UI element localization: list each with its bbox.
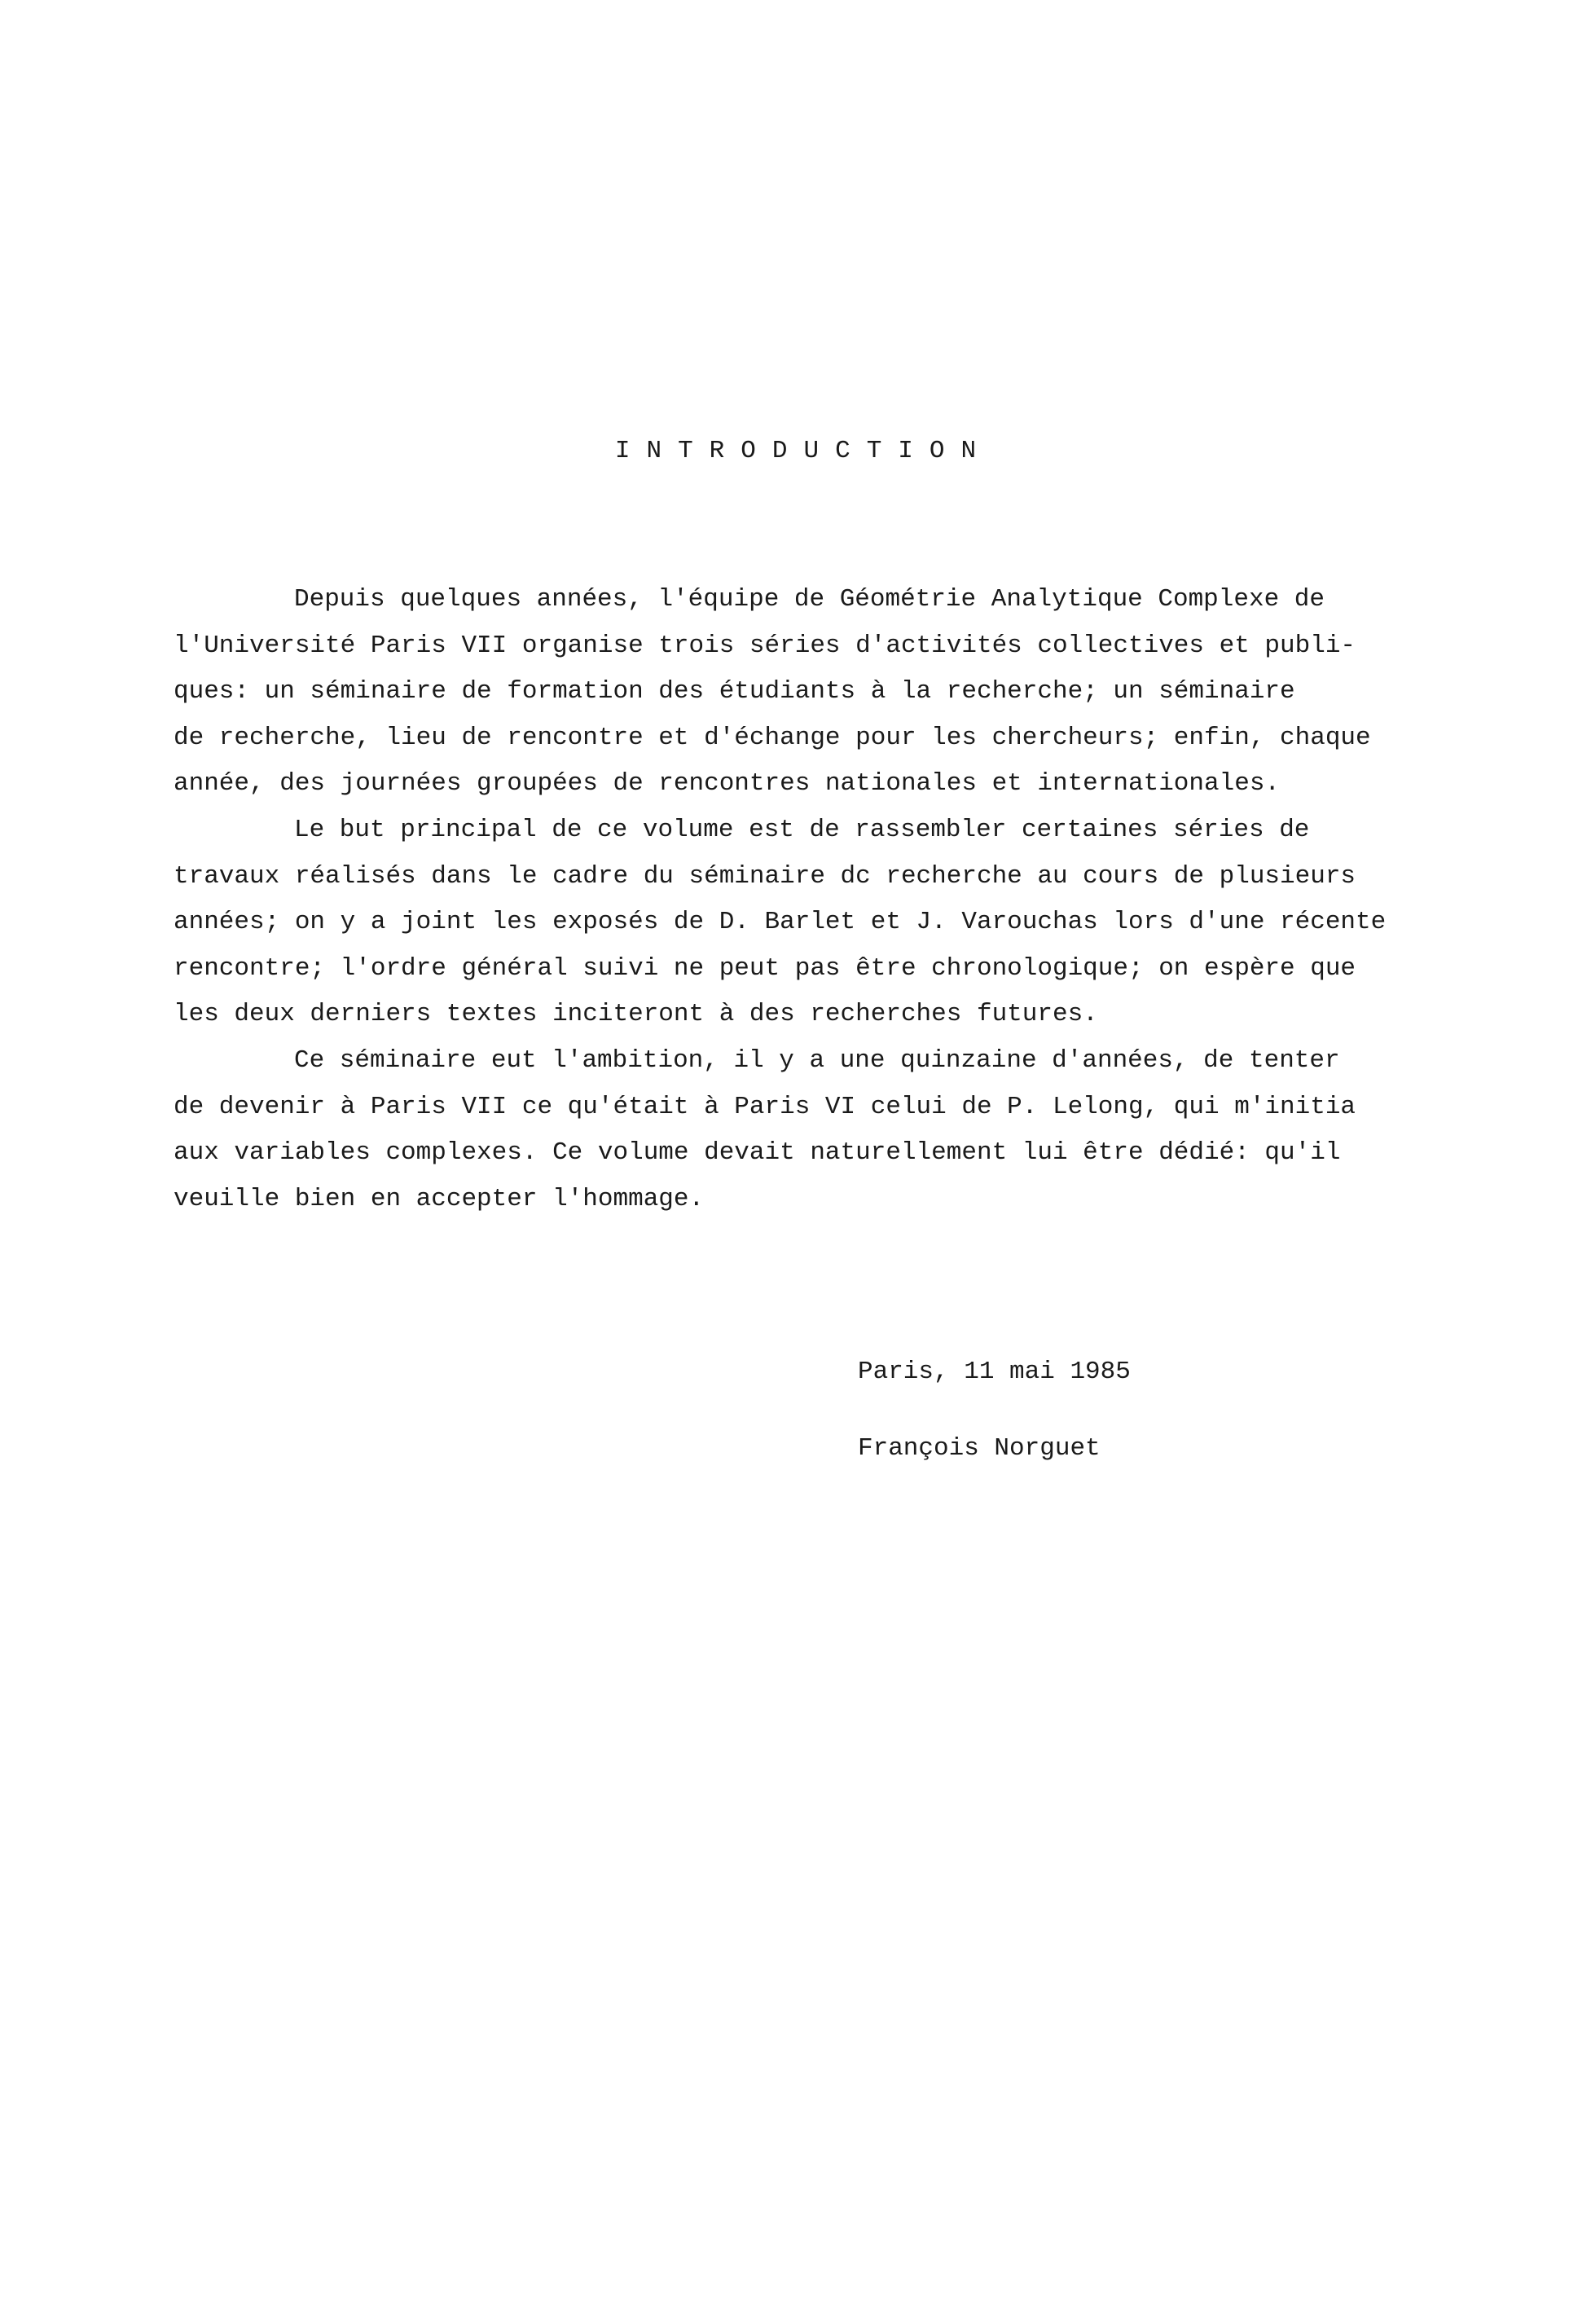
paragraph-2-line-1: Le but principal de ce volume est de rassembler certaines séries de: [294, 815, 1310, 844]
paragraph-1-line-3: ques: un séminaire de formation des étudiants à la recherche; un séminaire: [174, 677, 1295, 706]
paragraph-1-line-4: de recherche, lieu de rencontre et d'échange pour les chercheurs; enfin, chaque: [174, 723, 1371, 752]
paragraph-1-line-2: l'Université Paris VII organise trois séries d'activités collectives et publi-: [174, 631, 1356, 660]
paragraph-2-line-3: années; on y a joint les exposés de D. Barlet et J. Varouchas lors d'une récente: [174, 908, 1387, 937]
paragraph-1-line-5: année, des journées groupées de rencontres nationales et internationales.: [174, 769, 1281, 799]
signature-author: François Norguet: [858, 1434, 1101, 1463]
paragraph-1-line-1: Depuis quelques années, l'équipe de Géométrie Analytique Complexe de: [294, 585, 1325, 614]
paragraph-2-line-4: rencontre; l'ordre général suivi ne peut pas être chronologique; on espère que: [174, 953, 1356, 983]
signature-place-date: Paris, 11 mai 1985: [858, 1358, 1131, 1386]
paragraph-3-line-1: Ce séminaire eut l'ambition, il y a une quinzaine d'années, de tenter: [294, 1045, 1340, 1075]
paragraph-2-line-2: travaux réalisés dans le cadre du séminaire dc recherche au cours de plusieurs: [174, 861, 1356, 891]
introduction-body: [174, 577, 1444, 1222]
paragraph-2-line-5: les deux derniers textes inciteront à des recherches futures.: [174, 1000, 1098, 1029]
paragraph-3-line-2: de devenir à Paris VII ce qu'était à Paris VI celui de P. Lelong, qui m'initia: [174, 1092, 1356, 1121]
paragraph-3-line-4: veuille bien en accepter l'hommage.: [174, 1184, 705, 1213]
page-title: INTRODUCTION: [614, 437, 993, 465]
paragraph-3-line-3: aux variables complexes. Ce volume devait naturellement lui être dédié: qu'il: [174, 1138, 1341, 1168]
